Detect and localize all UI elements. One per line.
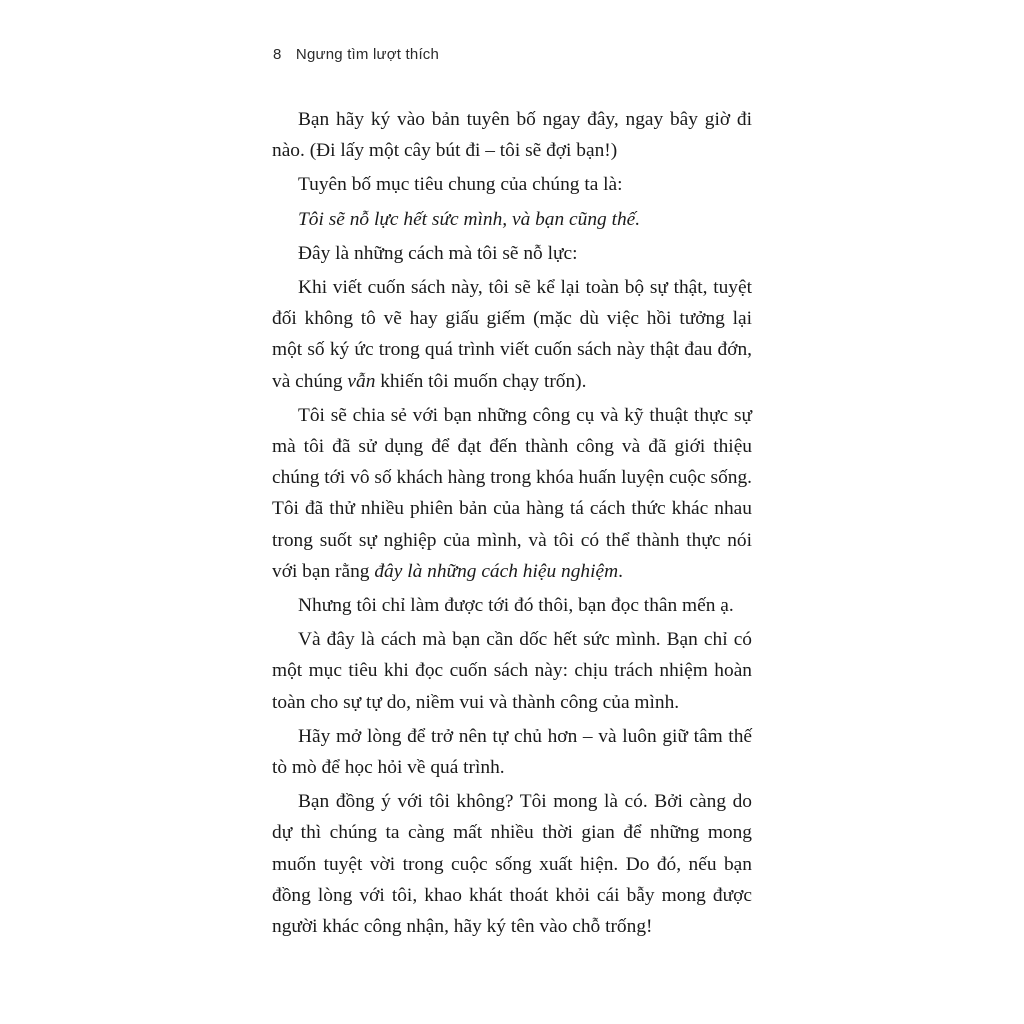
- paragraph: [272, 238, 752, 269]
- paragraph: [272, 104, 752, 166]
- text-run: Khi viết cuốn sách này, tôi sẽ kể lại toàn bộ sự thật, tuyệt đối không tô vẽ hay giấu giếm (mặc dù việc hồi tưởng lại một số ký ức trong quá trình viết cuốn sách này thật đau đớn, và chúng: [272, 277, 752, 392]
- text-run: Tôi sẽ chia sẻ với bạn những công cụ và kỹ thuật thực sự mà tôi đã sử dụng để đạt đến thành công và đã giới thiệu chúng tới vô số khách hàng trong khóa huấn luyện cuộc sống. Tôi đã thử nhiều phiên bản của hàng tá cách thức khác nhau trong suốt sự nghiệp của mình, và tôi có thể thành thực nói với bạn rằng: [272, 404, 752, 582]
- running-header: [273, 46, 439, 63]
- emphasis-text: vẫn: [347, 370, 376, 392]
- text-run: Bạn đồng ý với tôi không? Tôi mong là có. Bởi càng do dự thì chúng ta càng mất nhiều thời gian để những mong muốn tuyệt vời trong cuộc sống xuất hiện. Do đó, nếu bạn đồng lòng với tôi, khao khát thoát khỏi cái bẫy mong được người khác công nhận, hãy ký tên vào chỗ trống!: [272, 791, 752, 938]
- paragraph: [272, 169, 752, 200]
- text-run: Và đây là cách mà bạn cần dốc hết sức mình. Bạn chỉ có một mục tiêu khi đọc cuốn sách này: chịu trách nhiệm hoàn toàn cho sự tự do, niềm vui và thành công của mình.: [272, 629, 752, 713]
- body-text: [272, 104, 752, 945]
- paragraph: [272, 272, 752, 397]
- goal-statement: [272, 204, 752, 235]
- paragraph: [272, 721, 752, 783]
- running-title: Ngưng tìm lượt thích: [295, 46, 440, 63]
- paragraph: [272, 624, 752, 718]
- text-run: Tôi sẽ nỗ lực hết sức mình, và bạn cũng thế.: [298, 208, 641, 230]
- text-run: Bạn hãy ký vào bản tuyên bố ngay đây, ngay bây giờ đi nào. (Đi lấy một cây bút đi – tôi sẽ đợi bạn!): [272, 109, 752, 162]
- page-number: 8: [273, 46, 282, 63]
- paragraph: [272, 786, 752, 942]
- text-run: khiến tôi muốn chạy trốn).: [375, 370, 587, 392]
- emphasis-text: đây là những cách hiệu nghiệm: [374, 560, 619, 582]
- text-run: Tuyên bố mục tiêu chung của chúng ta là:: [298, 174, 623, 196]
- paragraph: [272, 590, 752, 621]
- text-run: .: [618, 560, 623, 582]
- text-run: Đây là những cách mà tôi sẽ nỗ lực:: [298, 242, 578, 264]
- text-run: Hãy mở lòng để trở nên tự chủ hơn – và luôn giữ tâm thế tò mò để học hỏi về quá trình.: [272, 725, 752, 779]
- text-run: Nhưng tôi chỉ làm được tới đó thôi, bạn đọc thân mến ạ.: [298, 595, 734, 617]
- paragraph: [272, 400, 752, 587]
